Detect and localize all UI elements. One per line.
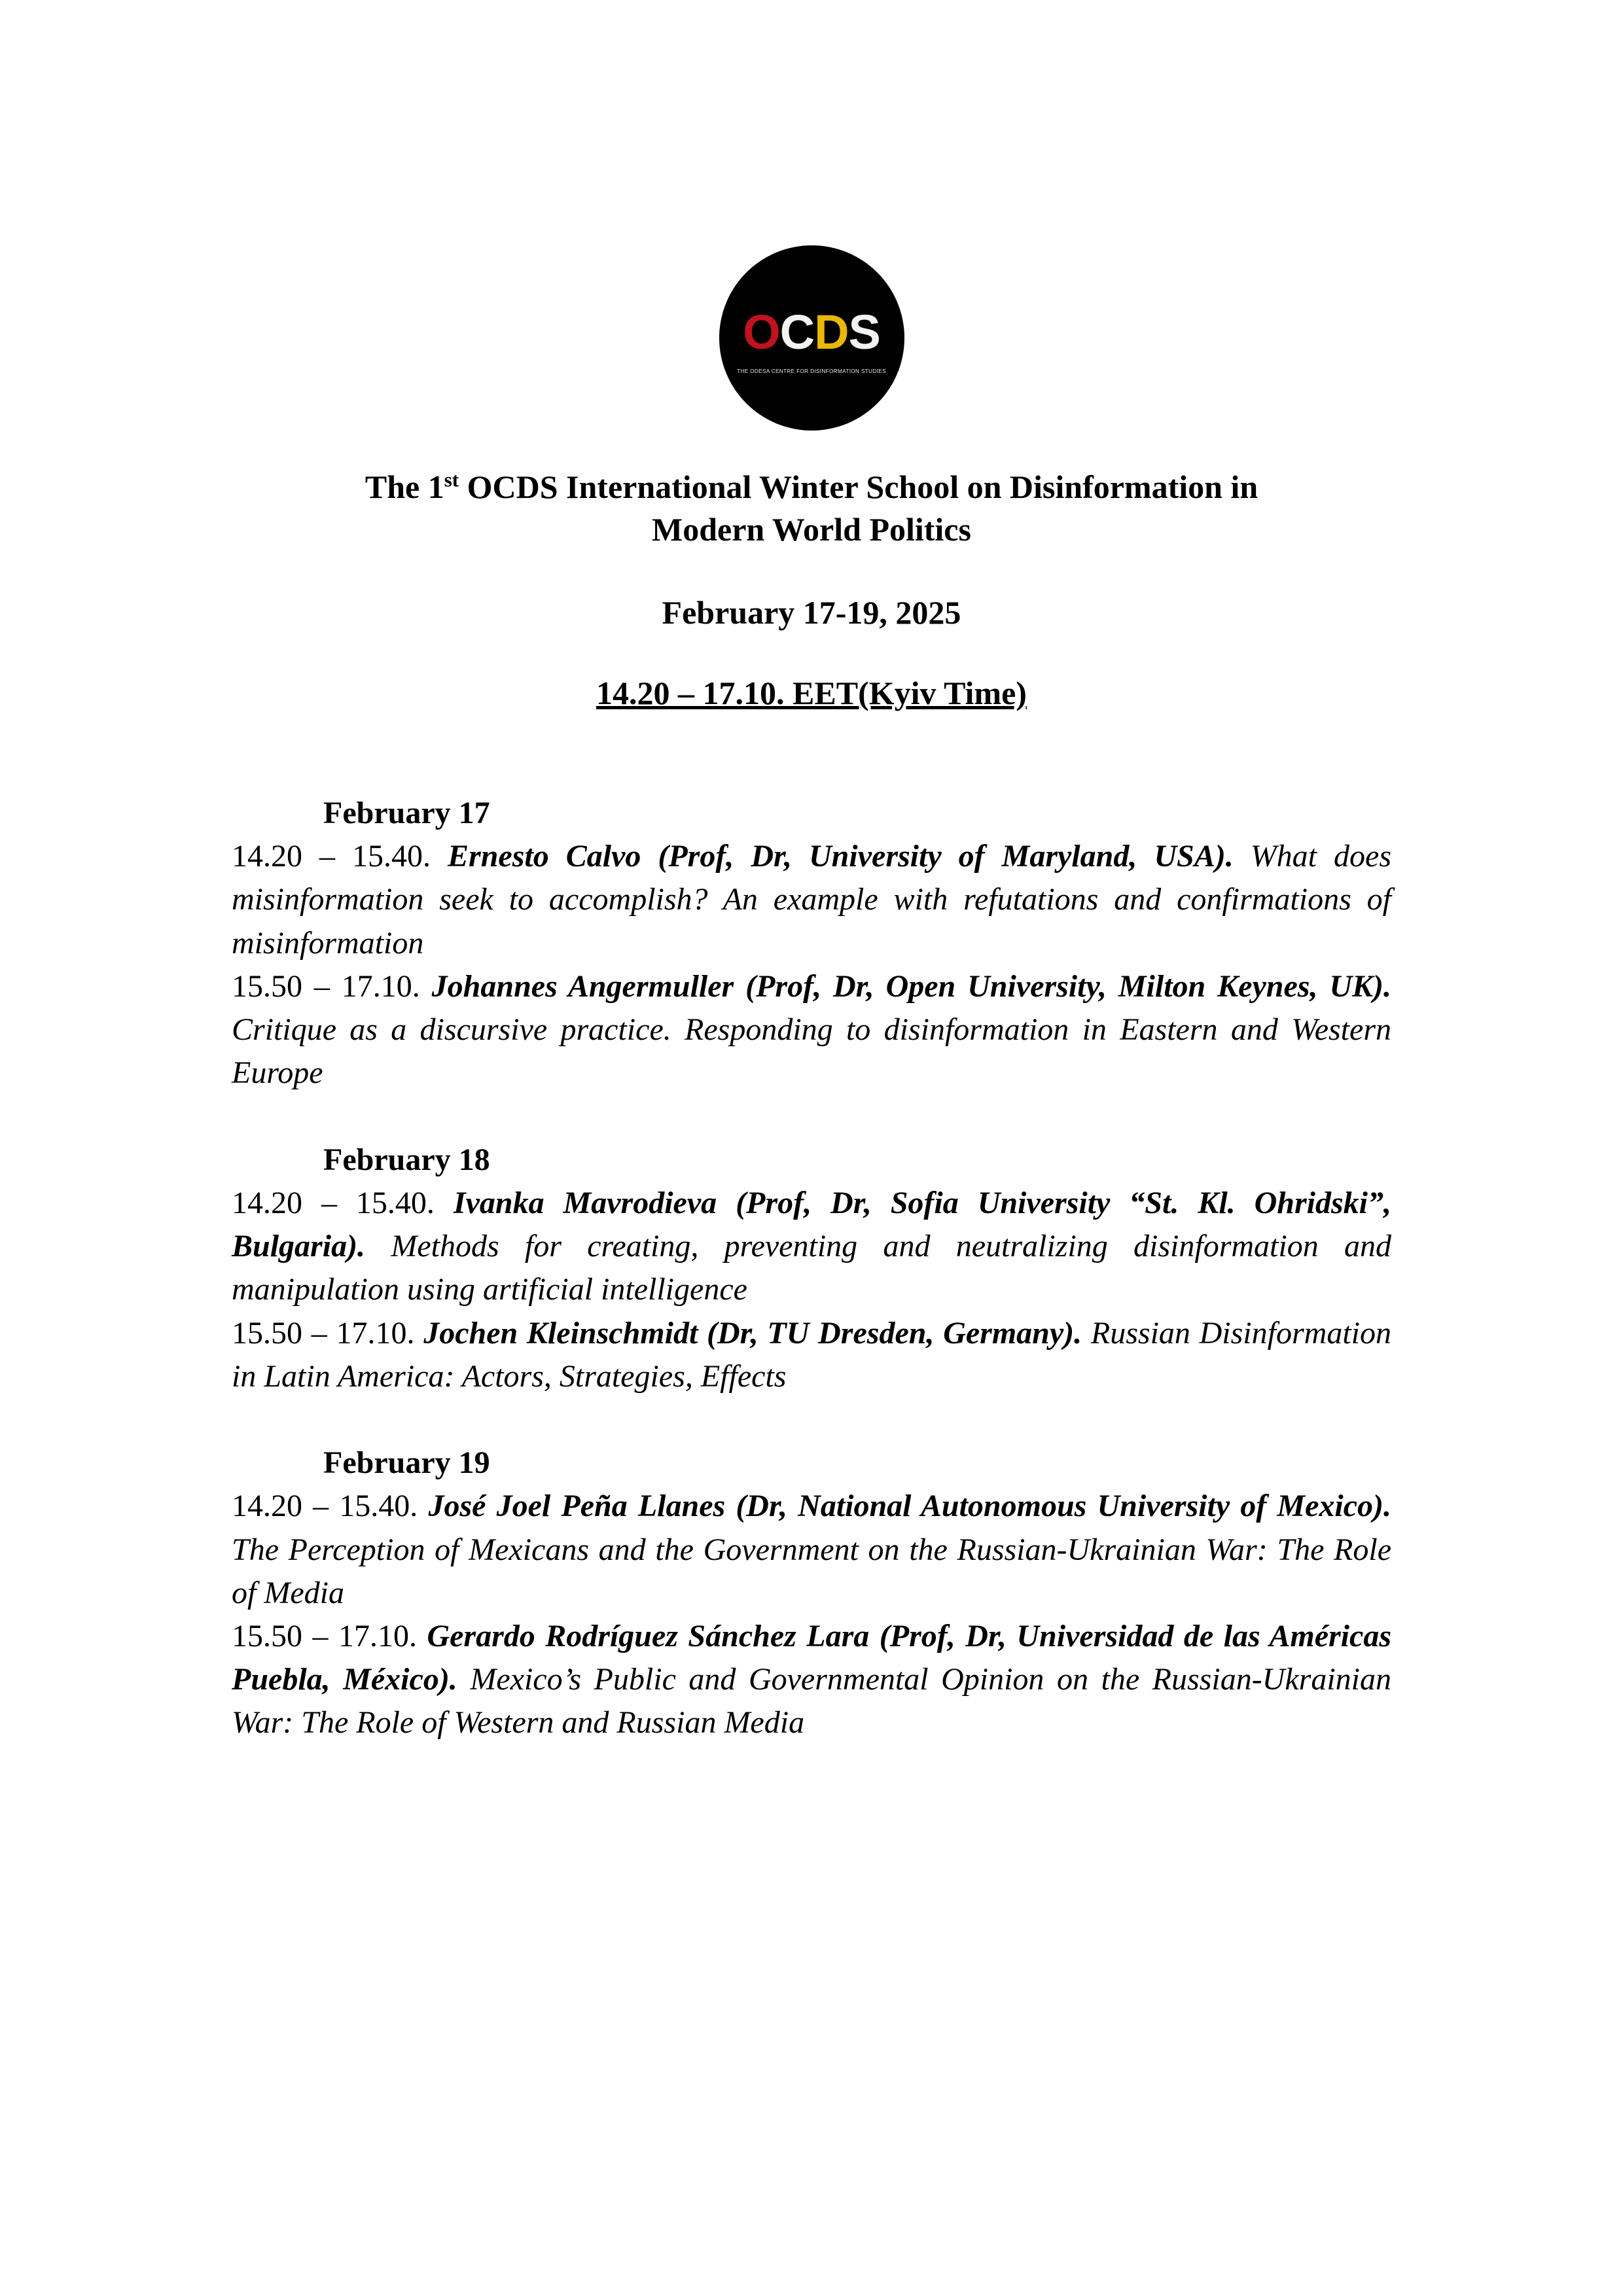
schedule-session <box>232 1182 1391 1312</box>
session-time: 15.50 – 17.10. <box>232 968 432 1004</box>
event-time-range <box>232 672 1391 715</box>
session-time: 15.50 – 17.10. <box>232 1315 424 1351</box>
session-speaker: Gerardo Rodríguez Sánchez Lara (Prof, Dr, Universidad de las Américas Puebla, México). <box>232 1618 1391 1697</box>
schedule-day-block <box>232 792 1391 1095</box>
logo-wordmark <box>719 305 904 359</box>
session-time: 15.50 – 17.10. <box>232 1618 427 1653</box>
schedule-day-block <box>232 1139 1391 1398</box>
schedule-day-gap <box>232 1398 1391 1441</box>
schedule-day-block <box>232 1441 1391 1745</box>
logo-tagline: THE ODESA CENTRE FOR DISINFORMATION STUDIES <box>737 368 886 374</box>
session-topic: The Perception of Mexicans and the Government on the Russian-Ukrainian War: The Role of Media <box>232 1532 1391 1610</box>
session-speaker: José Joel Peña Llanes (Dr, National Autonomous University of Mexico). <box>428 1489 1392 1524</box>
title-dates-spacer <box>232 551 1391 592</box>
session-topic: Methods for creating, preventing and neutralizing disinformation and manipulation using artificial intelligence <box>232 1229 1391 1307</box>
dates-time-spacer <box>232 634 1391 672</box>
logo-letter-c: C <box>779 305 815 359</box>
logo-letter-d: D <box>814 305 849 359</box>
session-time: 14.20 – 15.40. <box>232 839 448 874</box>
session-topic: Critique as a discursive practice. Responding to disinformation in Eastern and Western Europe <box>232 1012 1391 1091</box>
schedule-day-heading: February 19 <box>323 1445 490 1481</box>
page-title-line1-rest: OCDS International Winter School on Disinformation in <box>459 468 1258 505</box>
page-title <box>232 466 1391 551</box>
session-speaker: Ivanka Mavrodieva (Prof, Dr, Sofia University “St. Kl. Ohridski”, Bulgaria). <box>232 1185 1392 1264</box>
logo-container <box>0 0 1623 431</box>
event-time-range-text: 14.20 – 17.10. EET(Kyiv Time) <box>596 675 1027 711</box>
schedule-session <box>232 1312 1391 1398</box>
session-speaker: Johannes Angermuller (Prof, Dr, Open University, Milton Keynes, UK). <box>431 968 1391 1004</box>
event-dates: February 17-19, 2025 <box>662 594 961 631</box>
ocds-logo-icon <box>719 245 904 431</box>
logo-letter-s: S <box>848 305 880 359</box>
schedule-day-heading: February 17 <box>323 796 490 830</box>
session-time: 14.20 – 15.40. <box>232 1185 454 1220</box>
session-speaker: Ernesto Calvo (Prof, Dr, University of Maryland, USA). <box>448 839 1234 874</box>
schedule-list <box>232 792 1391 1745</box>
document-content <box>232 431 1391 1745</box>
session-speaker: Jochen Kleinschmidt (Dr, TU Dresden, Germany). <box>423 1315 1082 1351</box>
schedule-top-spacer <box>232 715 1391 792</box>
schedule-session <box>232 835 1391 965</box>
session-topic: Mexico’s Public and Governmental Opinion on the Russian-Ukrainian War: The Role of Western and Russian Media <box>232 1662 1392 1740</box>
schedule-session <box>232 965 1391 1095</box>
logo-letter-o: O <box>743 305 780 359</box>
session-topic: What does misinformation seek to accomplish? An example with refutations and confirmations of misinformation <box>232 839 1392 961</box>
session-topic: Russian Disinformation in Latin America: Actors, Strategies, Effects <box>232 1315 1391 1394</box>
page-title-prefix: The 1 <box>365 468 444 505</box>
schedule-session <box>232 1615 1391 1745</box>
schedule-day-gap <box>232 1095 1391 1139</box>
schedule-session <box>232 1485 1391 1615</box>
page-title-ordinal-suffix: st <box>444 468 459 491</box>
schedule-day-heading: February 18 <box>323 1142 490 1177</box>
session-time: 14.20 – 15.40. <box>232 1489 429 1524</box>
page-title-line2: Modern World Politics <box>652 511 971 548</box>
